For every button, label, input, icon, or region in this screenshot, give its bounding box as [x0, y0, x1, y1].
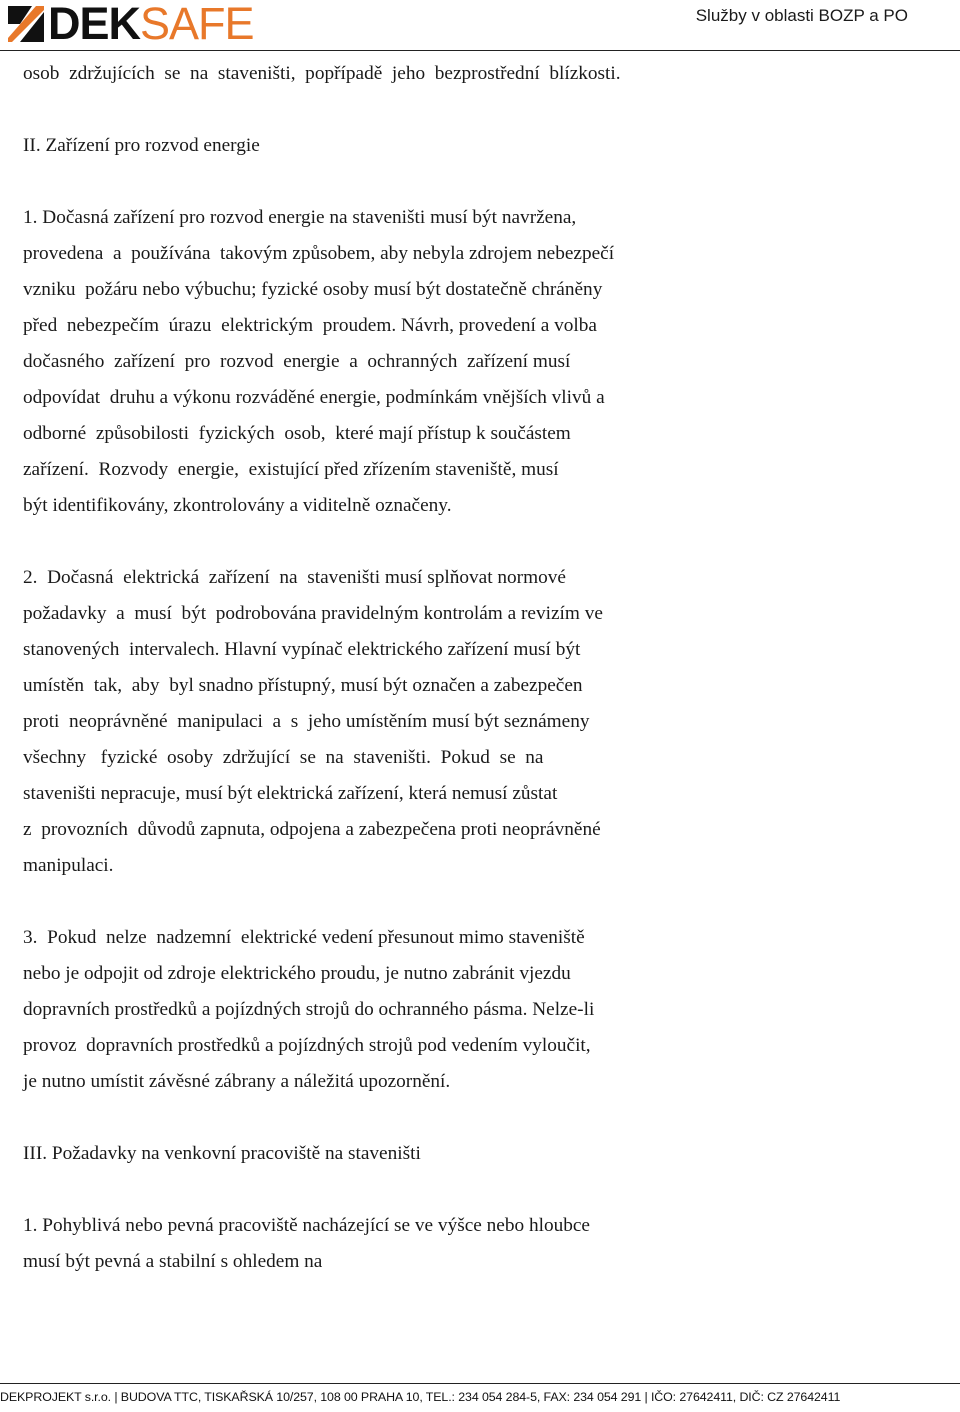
logo-mark-icon [6, 4, 46, 44]
text-line: II. Zařízení pro rozvod energie [23, 135, 260, 156]
logo-text-safe: SAFE [140, 0, 254, 49]
logo-text [48, 0, 254, 49]
text-line: staveništi nepracuje, musí být elektrická zařízení, která nemusí zůstat [23, 783, 558, 804]
header-tagline: Služby v oblasti BOZP a PO [695, 6, 908, 25]
dek-safe-logo [6, 0, 254, 49]
header-divider [0, 50, 960, 51]
paragraph-gap [23, 164, 723, 200]
text-line: požadavky a musí být podrobována pravidelným kontrolám a revizím ve [23, 603, 603, 624]
text-line: 2. Dočasná elektrická zařízení na staveništi musí splňovat normové [23, 567, 566, 588]
text-line: 3. Pokud nelze nadzemní elektrické vedení přesunout mimo staveniště [23, 927, 585, 948]
text-line: dočasného zařízení pro rozvod energie a ochranných zařízení musí [23, 351, 571, 372]
paragraph-gap [23, 1100, 723, 1136]
text-line: provedena a používána takovým způsobem, aby nebyla zdrojem nebezpečí [23, 243, 615, 264]
text-line: nebo je odpojit od zdroje elektrického proudu, je nutno zabránit vjezdu [23, 963, 571, 984]
paragraph-gap [23, 524, 723, 560]
text-line: dopravních prostředků a pojízdných strojů do ochranného pásma. Nelze-li [23, 999, 595, 1020]
text-line: být identifikovány, zkontrolovány a viditelně označeny. [23, 495, 452, 516]
document-body [23, 56, 723, 1280]
text-line: z provozních důvodů zapnuta, odpojena a zabezpečena proti neoprávněné [23, 819, 601, 840]
text-line: proti neoprávněné manipulaci a s jeho umístěním musí být seznámeny [23, 711, 590, 732]
text-line: odborné způsobilosti fyzických osob, které mají přístup k součástem [23, 423, 571, 444]
paragraph-gap [23, 1172, 723, 1208]
text-line: manipulaci. [23, 855, 114, 876]
logo-text-dek: DEK [48, 0, 141, 49]
text-line: provoz dopravních prostředků a pojízdných strojů pod vedením vyloučit, [23, 1035, 591, 1056]
page-footer: DEKPROJEKT s.r.o. | BUDOVA TTC, TISKAŘSKÁ 10/257, 108 00 PRAHA 10, TEL.: 234 054 284-5, FAX: 234 054 291 | IČO: 27642411, DIČ: CZ 27642411 [0, 1390, 841, 1404]
text-line: musí být pevná a stabilní s ohledem na [23, 1251, 323, 1272]
text-line: všechny fyzické osoby zdržující se na staveništi. Pokud se na [23, 747, 544, 768]
text-line: 1. Dočasná zařízení pro rozvod energie na staveništi musí být navržena, [23, 207, 577, 228]
text-line: umístěn tak, aby byl snadno přístupný, musí být označen a zabezpečen [23, 675, 583, 696]
text-line: před nebezpečím úrazu elektrickým proudem. Návrh, provedení a volba [23, 315, 597, 336]
text-line: zařízení. Rozvody energie, existující před zřízením staveniště, musí [23, 459, 559, 480]
text-line: osob zdržujících se na staveništi, popřípadě jeho bezprostřední blízkosti. [23, 63, 621, 84]
text-line: 1. Pohyblivá nebo pevná pracoviště nacházející se ve výšce nebo hloubce [23, 1215, 590, 1236]
footer-divider [0, 1383, 960, 1384]
page-header [0, 0, 960, 52]
text-line: stanovených intervalech. Hlavní vypínač elektrického zařízení musí být [23, 639, 581, 660]
paragraph-gap [23, 92, 723, 128]
text-line: je nutno umístit závěsné zábrany a náležitá upozornění. [23, 1071, 451, 1092]
text-line: III. Požadavky na venkovní pracoviště na staveništi [23, 1143, 421, 1164]
text-line: vzniku požáru nebo výbuchu; fyzické osoby musí být dostatečně chráněny [23, 279, 603, 300]
paragraph-gap [23, 884, 723, 920]
text-line: odpovídat druhu a výkonu rozváděné energie, podmínkám vnějších vlivů a [23, 387, 605, 408]
